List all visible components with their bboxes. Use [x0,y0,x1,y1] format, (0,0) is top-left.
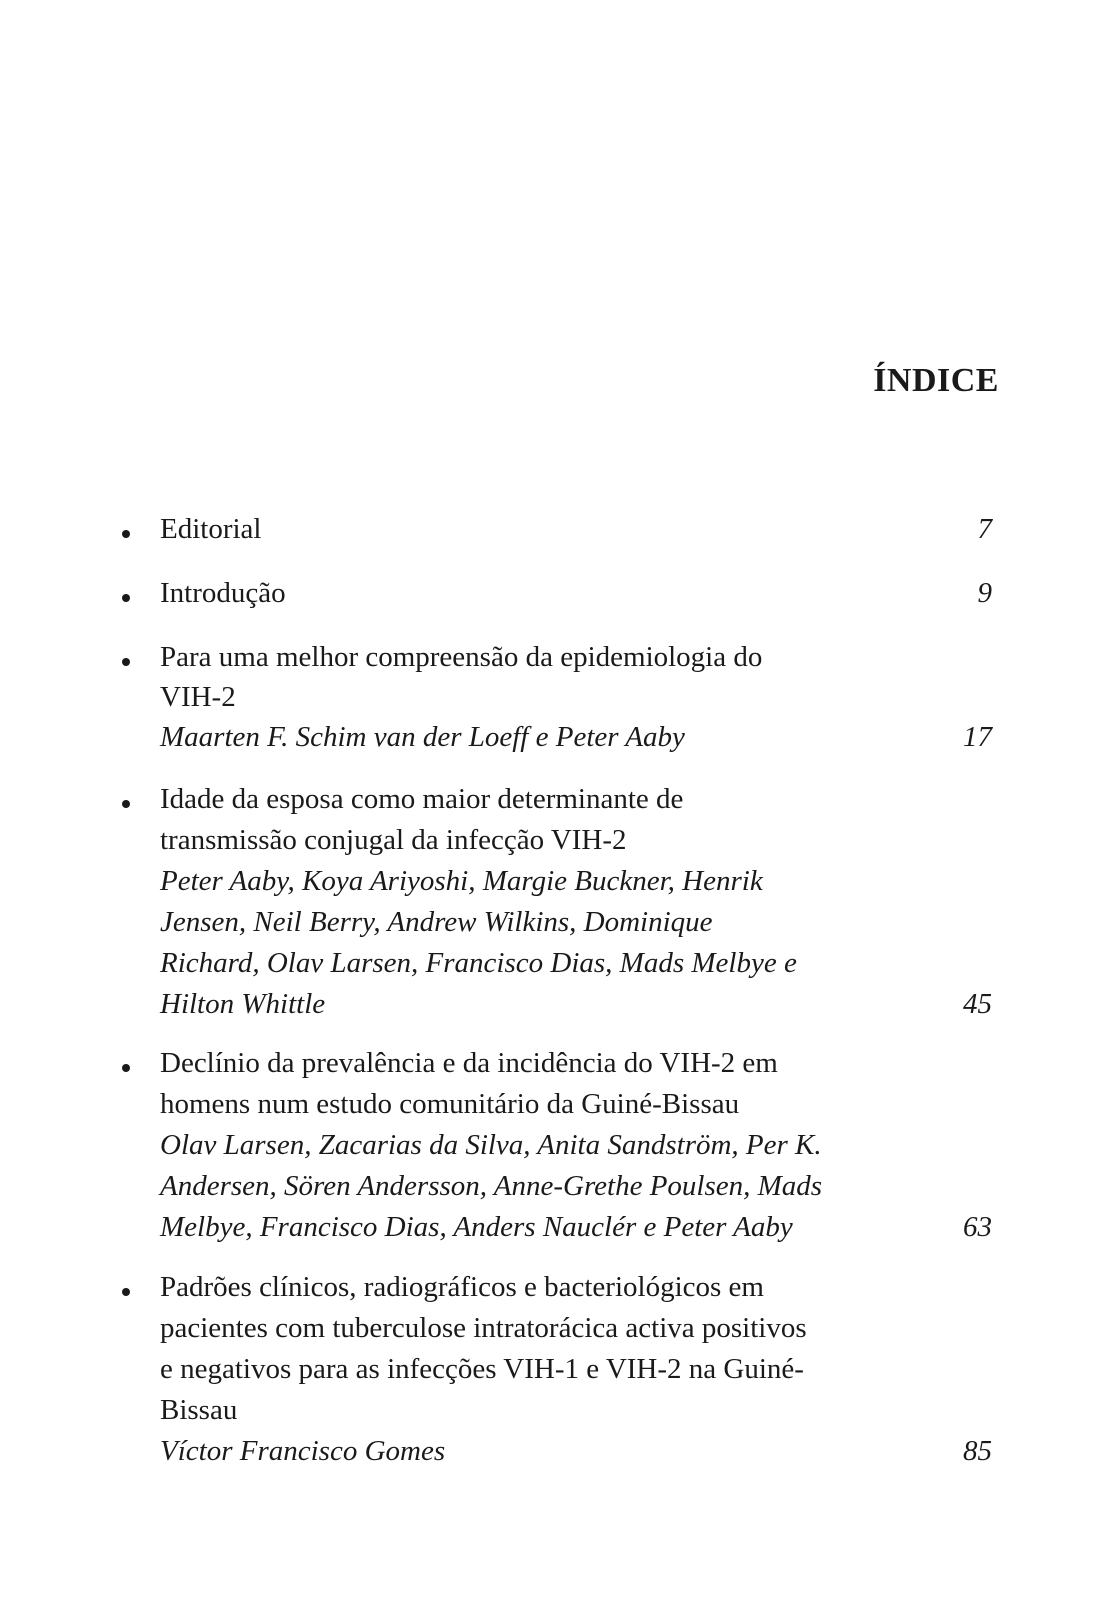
entry-title-line: homens num estudo comunitário da Guiné-Bissau [160,1088,740,1120]
entry-title-line: VIH-2 [160,681,236,713]
entry-authors-line: Víctor Francisco Gomes [160,1435,446,1467]
entry-authors-line: Jensen, Neil Berry, Andrew Wilkins, Dominique [160,906,713,938]
entry-authors-line: Melbye, Francisco Dias, Anders Nauclér e Peter Aaby [160,1211,793,1243]
page-number: 7 [977,513,992,545]
page-number: 85 [963,1435,992,1467]
page-number: 45 [963,988,992,1020]
bullet-icon [122,1064,130,1072]
entry-title-line: Padrões clínicos, radiográficos e bacteriológicos em [160,1271,764,1303]
entry-title-line: Bissau [160,1394,238,1426]
bullet-icon [122,594,130,602]
bullet-icon [122,530,130,538]
entry-title-line: Idade da esposa como maior determinante de [160,783,684,815]
page-number: 63 [963,1211,992,1243]
entry-title-line: Para uma melhor compreensão da epidemiologia do [160,641,763,673]
entry-title-line: Introdução [160,577,286,609]
page-number: 9 [977,577,992,609]
entry-authors-line: Richard, Olav Larsen, Francisco Dias, Mads Melbye e [160,947,797,979]
bullet-icon [122,658,130,666]
page-number: 17 [963,721,992,753]
bullet-icon [122,1288,130,1296]
entry-authors-line: Hilton Whittle [160,988,326,1020]
page-title: ÍNDICE [873,362,999,399]
entry-title-line: e negativos para as infecções VIH-1 e VIH-2 na Guiné- [160,1353,804,1385]
entry-authors-line: Peter Aaby, Koya Ariyoshi, Margie Buckner, Henrik [160,865,763,897]
bullet-icon [122,800,130,808]
entry-title-line: transmissão conjugal da infecção VIH-2 [160,824,627,856]
entry-title-line: Editorial [160,513,262,545]
entry-title-line: Declínio da prevalência e da incidência do VIH-2 em [160,1047,778,1079]
entry-title-line: pacientes com tuberculose intratorácica activa positivos [160,1312,807,1344]
entry-authors-line: Maarten F. Schim van der Loeff e Peter Aaby [160,721,685,753]
entry-authors-line: Andersen, Sören Andersson, Anne-Grethe Poulsen, Mads [160,1170,823,1202]
entry-authors-line: Olav Larsen, Zacarias da Silva, Anita Sandström, Per K. [160,1129,822,1161]
